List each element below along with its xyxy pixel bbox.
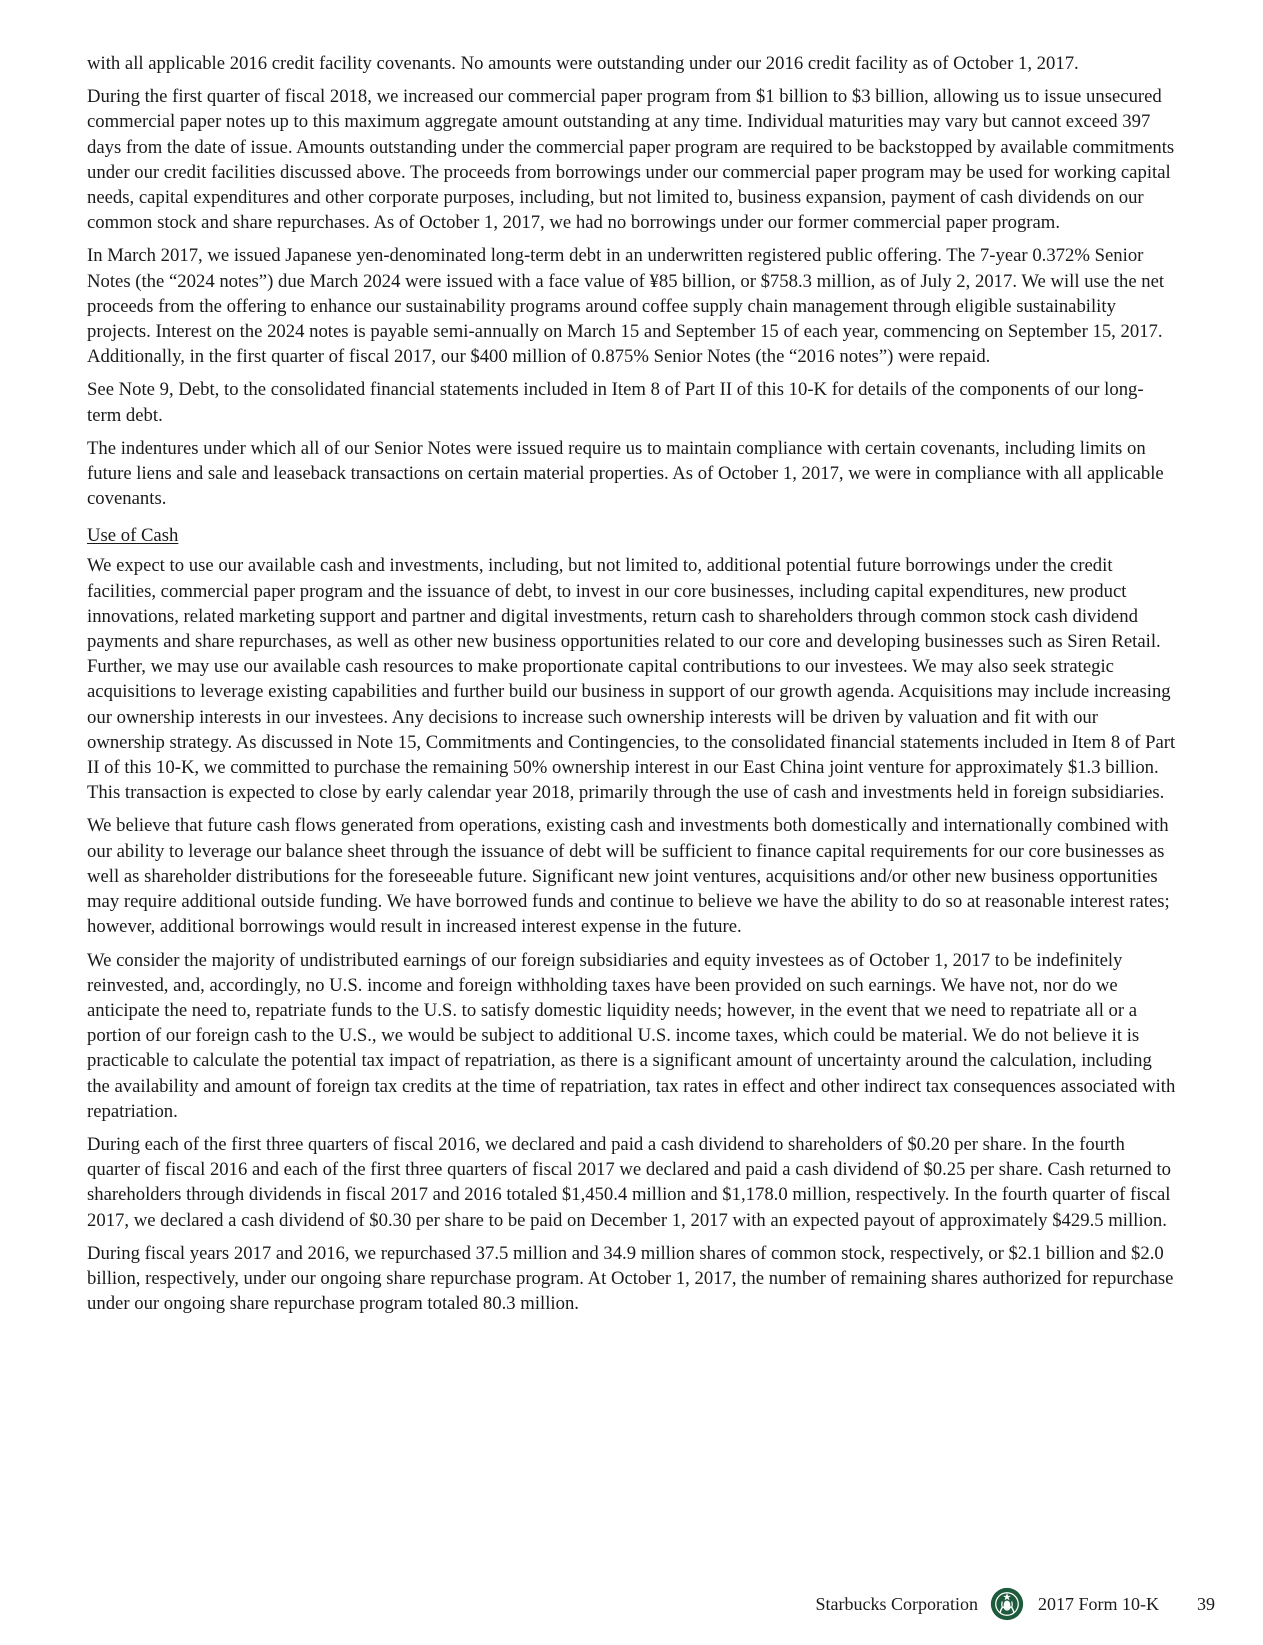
paragraph-foreign-earnings: We consider the majority of undistributed earnings of our foreign subsidiaries and equity investees as of October 1, 2017 to be indefinitely reinvested, and, accordingly, no U.S. income and foreign withholding taxes have been provided on such earnings. We have not, nor do we anticipate the need to, repatriate funds to the U.S. to satisfy domestic liquidity needs; however, in the event that we need to repatriate all or a portion of our foreign cash to the U.S., we would be subject to additional U.S. income taxes, which could be material. We do not believe it is practicable to calculate the potential tax impact of repatriation, as there is a significant amount of uncertainty around the calculation, including the availability and amount of foreign tax credits at the time of repatriation, tax rates in effect and other indirect tax consequences associated with repatriation. <box>87 949 1176 1122</box>
paragraph-note-9: See Note 9, Debt, to the consolidated financial statements included in Item 8 of Part II of this 10-K for details of the components of our long-term debt. <box>87 379 1144 426</box>
footer-company-name: Starbucks Corporation <box>815 1593 978 1614</box>
paragraph-credit-facility-covenants: with all applicable 2016 credit facility covenants. No amounts were outstanding under our 2016 credit facility as of October 1, 2017. <box>87 53 1079 74</box>
paragraph-future-cash-flows: We believe that future cash flows generated from operations, existing cash and investments both domestically and internationally combined with our ability to leverage our balance sheet through the issuance of debt will be sufficient to finance capital requirements for our core businesses as well as shareholder distributions for the foreseeable future. Significant new joint ventures, acquisitions and/or other new business opportunities may require additional outside funding. We have borrowed funds and continue to believe we have the ability to do so at reasonable interest rates; however, additional borrowings would result in increased interest expense in the future. <box>87 815 1170 938</box>
paragraph-dividends: During each of the first three quarters of fiscal 2016, we declared and paid a cash dividend to shareholders of $0.20 per share. In the fourth quarter of fiscal 2016 and each of the first three quarters of fiscal 2017 we declared and paid a cash dividend of $0.25 per share. Cash returned to shareholders through dividends in fiscal 2017 and 2016 totaled $1,450.4 million and $1,178.0 million, respectively. In the fourth quarter of fiscal 2017, we declared a cash dividend of $0.30 per share to be paid on December 1, 2017 with an expected payout of approximately $429.5 million. <box>87 1133 1171 1231</box>
paragraph-indentures: The indentures under which all of our Senior Notes were issued require us to maintain compliance with certain covenants, including limits on future liens and sale and leaseback transactions on certain material properties. As of October 1, 2017, we were in compliance with all applicable covenants. <box>87 437 1164 510</box>
paragraph-commercial-paper: During the first quarter of fiscal 2018, we increased our commercial paper program from $1 billion to $3 billion, allowing us to issue unsecured commercial paper notes up to this maximum aggregate amount outstanding at any time. Individual maturities may vary but cannot exceed 397 days from the date of issue. Amounts outstanding under the commercial paper program are required to be backstopped by available commitments under our credit facilities discussed above. The proceeds from borrowings under our commercial paper program may be used for working capital needs, capital expenditures and other corporate purposes, including, but not limited to, business expansion, payment of cash dividends on our common stock and share repurchases. As of October 1, 2017, we had no borrowings under our former commercial paper program. <box>87 86 1175 234</box>
footer-form-label: 2017 Form 10-K <box>1038 1593 1159 1614</box>
section-heading-use-of-cash: Use of Cash <box>87 525 179 547</box>
page-footer <box>816 1587 1215 1621</box>
paragraph-expected-use: We expect to use our available cash and investments, including, but not limited to, additional potential future borrowings under the credit facilities, commercial paper program and the issuance of debt, to invest in our core businesses, including capital expenditures, new product innovations, related marketing support and partner and digital investments, return cash to shareholders through common stock cash dividend payments and share repurchases, as well as other new business opportunities related to our core and developing businesses such as Siren Retail. Further, we may use our available cash resources to make proportionate capital contributions to our investees. We may also seek strategic acquisitions to leverage existing capabilities and further build our business in support of our growth agenda. Acquisitions may include increasing our ownership interests in our investees. Any decisions to increase such ownership interests will be driven by valuation and fit with our ownership strategy. As discussed in Note 15, Commitments and Contingencies, to the consolidated financial statements included in Item 8 of Part II of this 10-K, we committed to purchase the remaining 50% ownership interest in our East China joint venture for approximately $1.3 billion. This transaction is expected to close by early calendar year 2018, primarily through the use of cash and investments held in foreign subsidiaries. <box>87 555 1176 804</box>
document-body <box>87 51 1177 1324</box>
paragraph-yen-debt: In March 2017, we issued Japanese yen-denominated long-term debt in an underwritten registered public offering. The 7-year 0.372% Senior Notes (the “2024 notes”) due March 2024 were issued with a face value of ¥85 billion, or $758.3 million, as of July 2, 2017. We will use the net proceeds from the offering to enhance our sustainability programs around coffee supply chain management through eligible sustainability projects. Interest on the 2024 notes is payable semi-annually on March 15 and September 15 of each year, commencing on September 15, 2017. Additionally, in the first quarter of fiscal 2017, our $400 million of 0.875% Senior Notes (the “2016 notes”) were repaid. <box>87 245 1165 368</box>
paragraph-repurchases: During fiscal years 2017 and 2016, we repurchased 37.5 million and 34.9 million shares of common stock, respectively, or $2.1 billion and $2.0 billion, respectively, under our ongoing share repurchase program. At October 1, 2017, the number of remaining shares authorized for repurchase under our ongoing share repurchase program totaled 80.3 million. <box>87 1242 1174 1315</box>
starbucks-siren-logo-icon <box>990 1587 1024 1621</box>
footer-page-number: 39 <box>1197 1593 1215 1614</box>
